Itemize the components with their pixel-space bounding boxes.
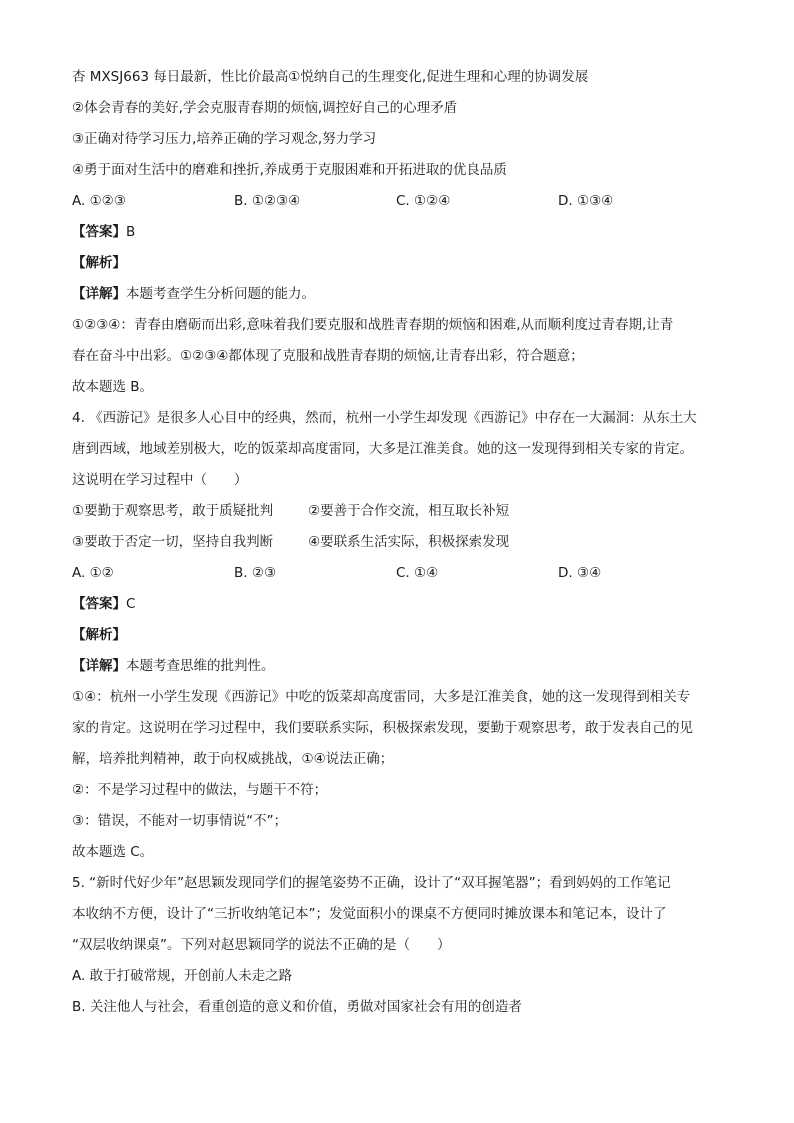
q4-conclusion: 故本题选 C。 [72, 844, 154, 860]
q4-items-row-2 [72, 527, 732, 558]
detail-label: 【详解】 [72, 658, 126, 674]
q4-item-2: ②要善于合作交流，相互取长补短 [308, 503, 510, 519]
q4-detail [72, 651, 732, 682]
q3-item-4: ④勇于面对生活中的磨难和挫折,养成勇于克服困难和开拓进取的优良品质 [72, 162, 507, 178]
q3-option-b: B. ①②③④ [234, 193, 301, 209]
q3-option-a: A. ①②③ [72, 193, 126, 209]
q4-explanation-5: ③：错误，不能对一切事情说“不”； [72, 813, 288, 829]
q4-explanation-2: 家的肯定。这说明在学习过程中，我们要联系实际，积极探索发现，要勤于观察思考，敢于发表自己的见 [72, 720, 693, 736]
q4-analysis [72, 620, 732, 651]
q4-stem-1: 4. 《西游记》是很多人心目中的经典，然而，杭州一小学生却发现《西游记》中存在一大漏洞：从东土大 [72, 410, 697, 426]
q4-explanation-1: ①④：杭州一小学生发现《西游记》中吃的饭菜却高度雷同，大多是江淮美食，她的这一发现得到相关专 [72, 689, 691, 705]
detail-text: 本题考查思维的批判性。 [126, 658, 275, 674]
answer-value: C [126, 596, 136, 612]
q3-item-3: ③正确对待学习压力,培养正确的学习观念,努力学习 [72, 131, 377, 147]
q3-answer [72, 217, 732, 248]
q3-item-2: ②体会青春的美好,学会克服青春期的烦恼,调控好自己的心理矛盾 [72, 100, 458, 116]
q5-stem-3: “双层收纳课桌”。下列对赵思颖同学的说法不正确的是（ ） [72, 937, 451, 953]
detail-text: 本题考查学生分析问题的能力。 [126, 286, 315, 302]
q4-item-1: ①要勤于观察思考，敢于质疑批判 [72, 503, 274, 519]
q4-option-d: D. ③④ [558, 565, 602, 581]
document-page [72, 62, 732, 1023]
q3-explanation-2: 春在奋斗中出彩。①②③④都体现了克服和战胜青春期的烦恼,让青春出彩，符合题意； [72, 348, 584, 364]
q3-conclusion: 故本题选 B。 [72, 379, 154, 395]
answer-value: B [126, 224, 136, 240]
q5-option-a: A. 敢于打破常规，开创前人未走之路 [72, 968, 293, 984]
q3-option-c: C. ①②④ [396, 193, 451, 209]
q3-item-1: 杏 MXSJ663 每日最新，性比价最高①悦纳自己的生理变化,促进生理和心理的协调发展 [72, 69, 589, 85]
q4-items-row-1 [72, 496, 732, 527]
q4-options [72, 558, 732, 589]
q5-stem-1: 5. “新时代好少年”赵思颖发现同学们的握笔姿势不正确，设计了“双耳握笔器”；看到妈妈的工作笔记 [72, 875, 671, 891]
answer-label: 【答案】 [72, 224, 126, 240]
q4-answer [72, 589, 732, 620]
q3-explanation-1: ①②③④：青春由磨砺而出彩,意味着我们要克服和战胜青春期的烦恼和困难,从而顺利度过青春期,让青 [72, 317, 674, 333]
q4-option-c: C. ①④ [396, 565, 439, 581]
q4-item-4: ④要联系生活实际，积极探索发现 [308, 534, 510, 550]
q3-option-d: D. ①③④ [558, 193, 614, 209]
q4-explanation-4: ②：不是学习过程中的做法，与题干不符； [72, 782, 328, 798]
answer-label: 【答案】 [72, 596, 126, 612]
q4-stem-3: 这说明在学习过程中（ ） [72, 472, 248, 488]
q5-stem-2: 本收纳不方便，设计了“三折收纳笔记本”；发觉面积小的课桌不方便同时摊放课本和笔记本，设计了 [72, 906, 667, 922]
q3-options [72, 186, 732, 217]
q4-option-a: A. ①② [72, 565, 114, 581]
q3-detail [72, 279, 732, 310]
q3-analysis [72, 248, 732, 279]
q4-explanation-3: 解，培养批判精神，敢于向权威挑战，①④说法正确； [72, 751, 394, 767]
q5-option-b: B. 关注他人与社会，看重创造的意义和价值，勇做对国家社会有用的创造者 [72, 999, 522, 1015]
analysis-label: 【解析】 [72, 255, 126, 271]
detail-label: 【详解】 [72, 286, 126, 302]
analysis-label: 【解析】 [72, 627, 126, 643]
q4-option-b: B. ②③ [234, 565, 277, 581]
q4-item-3: ③要敢于否定一切，坚持自我判断 [72, 534, 274, 550]
q4-stem-2: 唐到西域，地域差别极大，吃的饭菜却高度雷同，大多是江淮美食。她的这一发现得到相关专家的肯定。 [72, 441, 693, 457]
